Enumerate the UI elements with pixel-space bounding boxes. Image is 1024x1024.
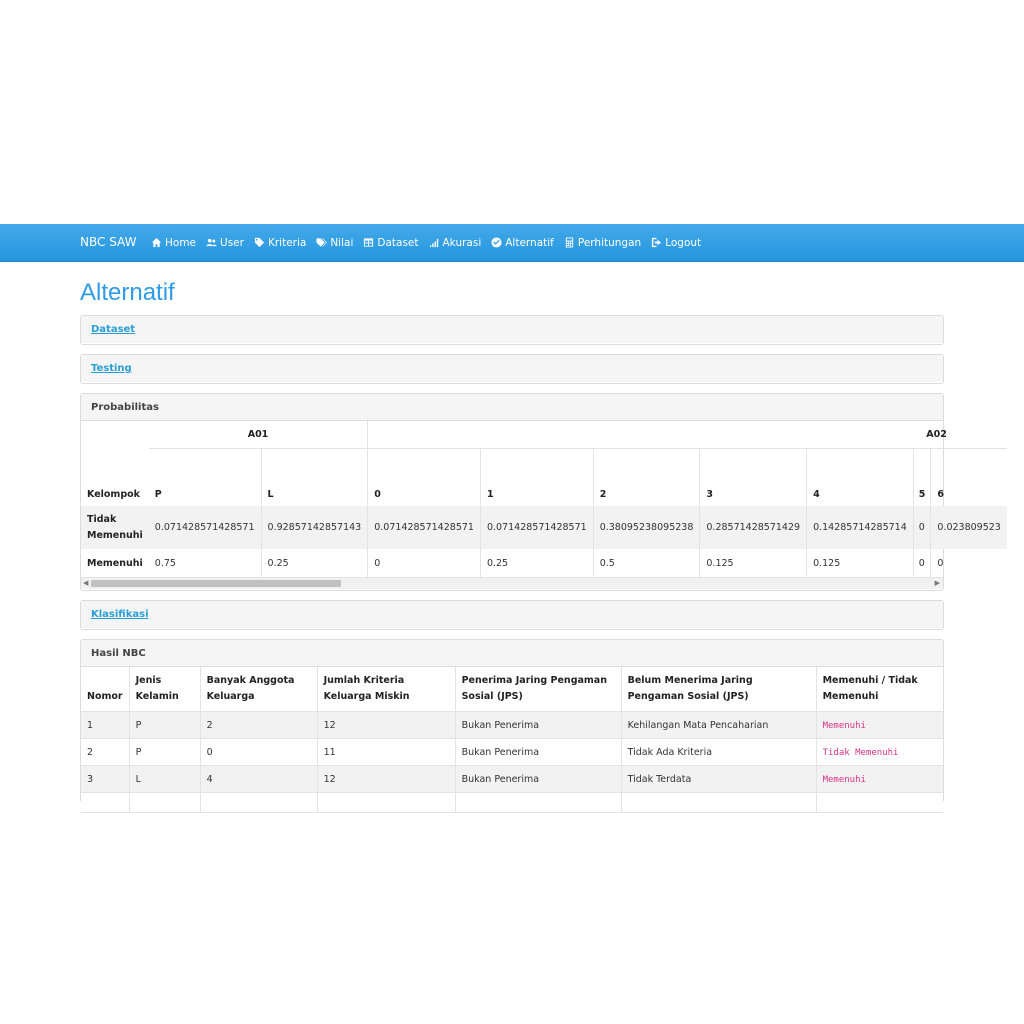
table-cell xyxy=(621,793,816,813)
table-cell: P xyxy=(129,739,200,766)
table-cell: 0.125 xyxy=(807,549,914,577)
column-header: 0 xyxy=(368,448,481,506)
table-cell xyxy=(317,793,455,813)
table-cell xyxy=(81,793,129,813)
column-header: 6 xyxy=(937,489,944,500)
horizontal-scrollbar[interactable] xyxy=(81,577,943,589)
table-cell xyxy=(455,793,621,813)
nav-kriteria-label: Kriteria xyxy=(267,236,307,249)
nav-home[interactable] xyxy=(151,237,196,249)
probabilitas-column-row xyxy=(81,448,1007,506)
row-label: Tidak Memenuhi xyxy=(81,506,149,549)
nav-home-label: Home xyxy=(165,236,197,249)
nav-alternatif[interactable] xyxy=(491,237,554,249)
table-row xyxy=(81,549,1007,577)
hasil-nbc-header-row xyxy=(81,667,943,712)
table-cell: L xyxy=(129,766,200,793)
table-cell: 0.125 xyxy=(700,549,807,577)
nav-logout[interactable] xyxy=(651,237,701,249)
table-cell: 0.25 xyxy=(261,549,368,577)
check-circle-icon xyxy=(491,237,502,248)
dataset-toggle-link[interactable]: Dataset xyxy=(91,324,136,335)
nav-user-label: User xyxy=(220,236,244,249)
table-cell: 11 xyxy=(317,739,455,766)
result-code: Memenuhi xyxy=(822,774,866,785)
signal-icon xyxy=(429,237,440,248)
column-header: L xyxy=(261,448,368,506)
logout-icon xyxy=(651,237,662,248)
table-cell: 0 xyxy=(368,549,481,577)
tags-icon xyxy=(316,237,327,248)
table-cell: 0.75 xyxy=(149,549,261,577)
table-cell: Bukan Penerima xyxy=(455,739,621,766)
table-cell: 0.071428571428571 xyxy=(368,506,481,549)
dataset-panel xyxy=(80,315,944,345)
page-title: Alternatif xyxy=(80,279,175,306)
probabilitas-table xyxy=(81,421,1007,577)
probabilitas-panel-heading: Probabilitas xyxy=(81,394,943,421)
nav-alternatif-label: Alternatif xyxy=(505,236,554,249)
table-cell: 0.25 xyxy=(480,549,593,577)
table-cell xyxy=(816,793,943,813)
table-row-partial xyxy=(81,793,943,813)
column-header: Banyak Anggota Keluarga xyxy=(200,667,317,712)
klasifikasi-panel xyxy=(80,600,944,630)
column-header: Memenuhi / Tidak Memenuhi xyxy=(816,667,943,712)
nav-user[interactable] xyxy=(206,237,244,249)
table-cell: Tidak Terdata xyxy=(621,766,816,793)
table-cell xyxy=(816,739,943,766)
column-header: Nomor xyxy=(81,667,129,712)
nav-akurasi[interactable] xyxy=(429,237,482,249)
column-header: P xyxy=(149,448,261,506)
hasil-nbc-table xyxy=(81,667,943,813)
table-cell: Kehilangan Mata Pencaharian xyxy=(621,712,816,739)
table-cell: 0 xyxy=(913,549,931,577)
klasifikasi-panel-heading xyxy=(81,601,943,628)
table-cell: Bukan Penerima xyxy=(455,766,621,793)
table-cell: 0 xyxy=(913,506,931,549)
table-cell: 0.071428571428571 xyxy=(149,506,261,549)
users-icon xyxy=(206,237,217,248)
table-cell: Tidak Ada Kriteria xyxy=(621,739,816,766)
scroll-left-arrow-icon[interactable]: ◀ xyxy=(83,579,89,587)
column-header: 4 xyxy=(807,448,914,506)
nav-nilai-label: Nilai xyxy=(330,236,354,249)
nav-kriteria[interactable] xyxy=(254,237,306,249)
column-header: Penerima Jaring Pengaman Sosial (JPS) xyxy=(455,667,621,712)
tag-icon xyxy=(254,237,265,248)
hasil-nbc-panel xyxy=(80,639,944,801)
nav-nilai[interactable] xyxy=(316,237,353,249)
column-header: 1 xyxy=(480,448,593,506)
hasil-nbc-panel-heading: Hasil NBC xyxy=(81,640,943,667)
table-cell: 0 xyxy=(200,739,317,766)
testing-panel-heading xyxy=(81,355,943,382)
nav-dataset[interactable] xyxy=(363,237,418,249)
nav-perhitungan[interactable] xyxy=(564,237,641,249)
table-cell: 12 xyxy=(317,766,455,793)
table-row xyxy=(81,766,943,793)
table-row xyxy=(81,712,943,739)
table-cell xyxy=(816,766,943,793)
table-cell: 12 xyxy=(317,712,455,739)
result-code: Tidak Memenuhi xyxy=(822,747,899,758)
scroll-right-arrow-icon[interactable]: ▶ xyxy=(934,579,940,587)
column-header: Jumlah Kriteria Keluarga Miskin xyxy=(317,667,455,712)
table-cell xyxy=(200,793,317,813)
table-cell: 0 xyxy=(937,557,944,569)
table-cell: 0.28571428571429 xyxy=(700,506,807,549)
table-cell xyxy=(816,712,943,739)
table-cell: 1 xyxy=(81,712,129,739)
column-header: 3 xyxy=(700,448,807,506)
testing-toggle-link[interactable]: Testing xyxy=(91,363,132,374)
probabilitas-table-scroll[interactable] xyxy=(81,421,1001,589)
nav-menu xyxy=(151,224,711,261)
table-row xyxy=(81,506,1007,549)
navbar xyxy=(0,224,1024,262)
result-code: Memenuhi xyxy=(822,720,866,731)
testing-panel xyxy=(80,354,944,384)
column-header: 5 xyxy=(913,448,931,506)
column-header: Belum Menerima Jaring Pengaman Sosial (JPS) xyxy=(621,667,816,712)
calculator-icon xyxy=(564,237,575,248)
brand-link[interactable]: NBC SAW xyxy=(80,235,137,249)
dataset-panel-heading xyxy=(81,316,943,343)
table-cell: 0.38095238095238 xyxy=(593,506,700,549)
table-cell: 4 xyxy=(200,766,317,793)
column-header: 2 xyxy=(593,448,700,506)
kelompok-header: Kelompok xyxy=(87,489,140,500)
nav-akurasi-label: Akurasi xyxy=(442,236,482,249)
home-icon xyxy=(151,237,162,248)
nav-dataset-label: Dataset xyxy=(377,236,419,249)
table-cell: P xyxy=(129,712,200,739)
row-label: Memenuhi xyxy=(87,557,143,569)
table-cell: 0.92857142857143 xyxy=(261,506,368,549)
table-icon xyxy=(363,237,374,248)
group-header-a02: A02 xyxy=(368,421,1007,448)
scrollbar-thumb[interactable] xyxy=(91,580,341,587)
table-cell: 0.5 xyxy=(593,549,700,577)
table-cell: 2 xyxy=(81,739,129,766)
table-cell: 3 xyxy=(81,766,129,793)
nav-perhitungan-label: Perhitungan xyxy=(577,236,642,249)
table-cell: 2 xyxy=(200,712,317,739)
empty-corner-cell xyxy=(81,421,149,448)
table-cell: 0.023809523 xyxy=(931,506,1007,549)
probabilitas-panel xyxy=(80,393,1001,591)
table-cell xyxy=(129,793,200,813)
table-cell: 0.071428571428571 xyxy=(480,506,593,549)
nav-logout-label: Logout xyxy=(665,236,702,249)
probabilitas-group-row xyxy=(81,421,1007,448)
table-cell: Bukan Penerima xyxy=(455,712,621,739)
group-header-a01: A01 xyxy=(149,421,368,448)
table-cell: 0.14285714285714 xyxy=(807,506,914,549)
klasifikasi-toggle-link[interactable]: Klasifikasi xyxy=(91,609,149,620)
table-row xyxy=(81,739,943,766)
column-header: Jenis Kelamin xyxy=(129,667,200,712)
